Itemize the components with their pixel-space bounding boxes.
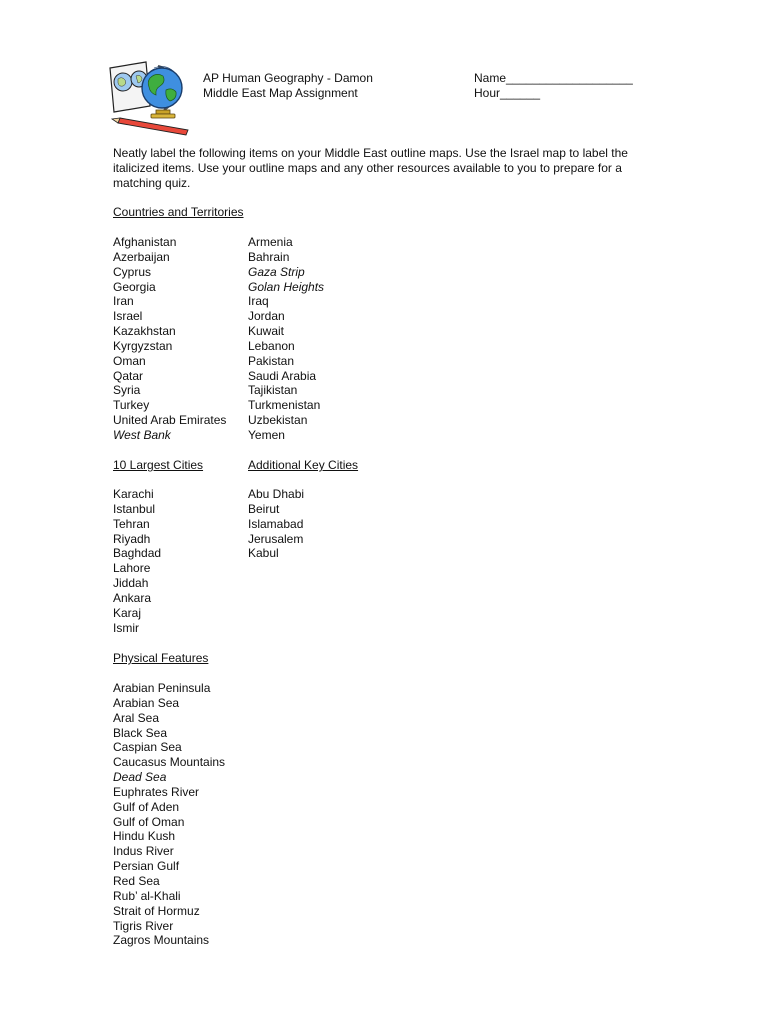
list-item: Uzbekistan [248, 413, 308, 428]
list-item: Qatar [113, 368, 144, 383]
list-item: Kuwait [248, 324, 285, 339]
largest-cities-heading: 10 Largest Cities [113, 458, 204, 472]
key-cities-heading: Additional Key Cities [248, 458, 359, 472]
list-item: Arabian Sea [113, 695, 180, 710]
list-item: Lahore [113, 561, 151, 576]
list-item: Kazakhstan [113, 324, 176, 339]
list-item: Bahrain [248, 249, 290, 264]
list-item: Strait of Hormuz [113, 903, 200, 918]
list-item: Turkmenistan [248, 398, 321, 413]
list-item: Istanbul [113, 501, 156, 516]
list-item: Baghdad [113, 546, 162, 561]
list-item: Euphrates River [113, 784, 200, 799]
header-right [474, 71, 633, 101]
list-item: Cyprus [113, 264, 152, 279]
physical-features-heading: Physical Features [113, 651, 209, 665]
list-item: Jerusalem [248, 531, 304, 546]
list-item: Caucasus Mountains [113, 755, 226, 770]
list-item: Afghanistan [113, 235, 177, 249]
list-item: Caspian Sea [113, 740, 182, 755]
list-item: Saudi Arabia [248, 368, 317, 383]
list-item: Kabul [248, 546, 279, 561]
list-item: Beirut [248, 501, 280, 516]
list-item: Rub’ al-Khali [113, 888, 181, 903]
list-item: Dead Sea [113, 770, 167, 785]
list-item: Arabian Peninsula [113, 681, 211, 695]
list-item: Riyadh [113, 531, 151, 546]
list-item: Israel [113, 309, 143, 324]
list-item: Gulf of Oman [113, 814, 185, 829]
list-item: Abu Dhabi [248, 487, 305, 501]
list-item: Hindu Kush [113, 829, 176, 844]
list-item: Karachi [113, 487, 154, 501]
list-item: Golan Heights [248, 279, 325, 294]
list-item: Kyrgyzstan [113, 338, 173, 353]
list-item: Jordan [248, 309, 285, 324]
list-item: Karaj [113, 605, 142, 620]
list-item: Yemen [248, 427, 285, 442]
list-item: Iran [113, 294, 134, 309]
list-item: Persian Gulf [113, 859, 180, 874]
list-item: Iraq [248, 294, 269, 309]
key-cities-list [248, 487, 304, 561]
list-item: Jiddah [113, 576, 149, 591]
list-item: Syria [113, 383, 141, 398]
instructions-text: Neatly label the following items on your Middle East outline maps. Use the Israel map to label the italicized items. Use your outline maps and any other resources available to you to prepare for a matching quiz. [113, 146, 628, 190]
list-item: Islamabad [248, 516, 304, 531]
countries-list-col1 [113, 235, 226, 443]
course-title: AP Human Geography - Damon [203, 71, 373, 85]
assignment-title: Middle East Map Assignment [203, 86, 358, 100]
list-item: Ankara [113, 590, 152, 605]
list-item: Tehran [113, 516, 150, 531]
list-item: Pakistan [248, 353, 295, 368]
list-item: Gaza Strip [248, 264, 305, 279]
list-item: Armenia [248, 235, 293, 249]
largest-cities-list [113, 487, 161, 635]
list-item: Tajikistan [248, 383, 298, 398]
list-item: Lebanon [248, 338, 295, 353]
physical-features-list [113, 681, 225, 948]
list-item: West Bank [113, 427, 171, 442]
list-item: Black Sea [113, 725, 168, 740]
list-item: Indus River [113, 844, 174, 859]
list-item: Tigris River [113, 918, 174, 933]
list-item: Ismir [113, 620, 139, 635]
header-left [203, 71, 373, 101]
list-item: Georgia [113, 279, 156, 294]
name-field[interactable]: Name___________________ [474, 71, 633, 85]
hour-field[interactable]: Hour______ [474, 86, 541, 100]
countries-heading: Countries and Territories [113, 205, 244, 219]
list-item: Azerbaijan [113, 249, 170, 264]
list-item: Turkey [113, 398, 150, 413]
list-item: Gulf of Aden [113, 799, 180, 814]
list-item: Oman [113, 353, 146, 368]
instructions [113, 146, 673, 191]
list-item: United Arab Emirates [113, 413, 227, 428]
list-item: Zagros Mountains [113, 933, 210, 948]
countries-list-col2 [248, 235, 324, 443]
list-item: Red Sea [113, 873, 160, 888]
globe-and-maps-icon [106, 60, 192, 136]
list-item: Aral Sea [113, 710, 160, 725]
